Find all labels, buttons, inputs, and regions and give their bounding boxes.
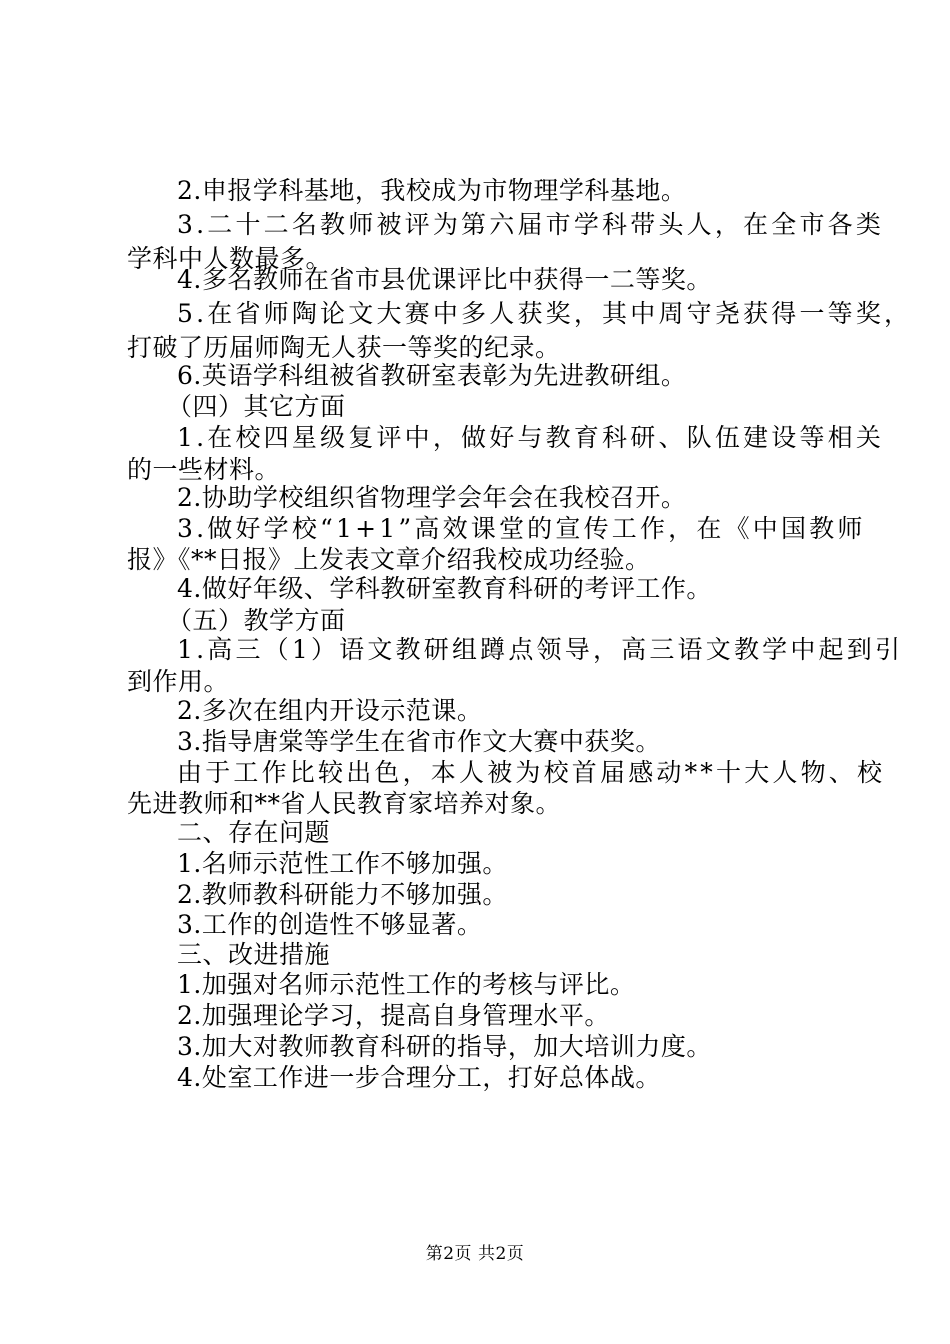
text-line: 3.二十二名教师被评为第六届市学科带头人，在全市各类 <box>177 210 885 239</box>
text-line: 3.指导唐棠等学生在省市作文大赛中获奖。 <box>177 727 661 756</box>
text-line: 2.教师教科研能力不够加强。 <box>177 880 508 909</box>
text-line: 2.多次在组内开设示范课。 <box>177 696 483 725</box>
text-line: 1.加强对名师示范性工作的考核与评比。 <box>177 970 636 999</box>
text-line: 的一些材料。 <box>127 455 281 484</box>
text-line: 打破了历届师陶无人获一等奖的纪录。 <box>127 333 561 362</box>
text-line: 报》《**日报》上发表文章介绍我校成功经验。 <box>127 545 651 574</box>
text-line: 3.做好学校“1+1”高效课堂的宣传工作，在《中国教师 <box>177 514 866 543</box>
text-line: 4.多名教师在省市县优课评比中获得一二等奖。 <box>177 265 712 294</box>
text-line: 1.在校四星级复评中，做好与教育科研、队伍建设等相关 <box>177 423 885 452</box>
section-heading: （四）其它方面 <box>167 392 346 421</box>
section-heading: 二、存在问题 <box>177 818 331 847</box>
text-line: 由于工作比较出色，本人被为校首届感动**十大人物、校 <box>177 758 886 787</box>
text-line: 1.高三（1）语文教研组蹲点领导，高三语文教学中起到引 <box>177 635 904 664</box>
text-line: 5.在省师陶论文大赛中多人获奖，其中周守尧获得一等奖， <box>177 299 913 328</box>
text-line: 先进教师和**省人民教育家培养对象。 <box>127 789 562 818</box>
page-footer: 第2页 共2页 <box>425 1244 525 1264</box>
text-line: 学科中人数最多。 <box>127 244 332 273</box>
text-line: 4.做好年级、学科教研室教育科研的考评工作。 <box>177 574 712 603</box>
text-line: 3.加大对教师教育科研的指导，加大培训力度。 <box>177 1032 712 1061</box>
text-line: 2.加强理论学习，提高自身管理水平。 <box>177 1001 610 1030</box>
section-heading: （五）教学方面 <box>167 606 346 635</box>
text-line: 2.协助学校组织省物理学会年会在我校召开。 <box>177 483 687 512</box>
text-line: 2.申报学科基地，我校成为市物理学科基地。 <box>177 176 687 205</box>
text-line: 6.英语学科组被省教研室表彰为先进教研组。 <box>177 361 687 390</box>
text-line: 4.处室工作进一步合理分工，打好总体战。 <box>177 1063 661 1092</box>
text-line: 到作用。 <box>127 667 230 696</box>
text-line: 3.工作的创造性不够显著。 <box>177 910 483 939</box>
section-heading: 三、改进措施 <box>177 940 331 969</box>
text-line: 1.名师示范性工作不够加强。 <box>177 849 508 878</box>
